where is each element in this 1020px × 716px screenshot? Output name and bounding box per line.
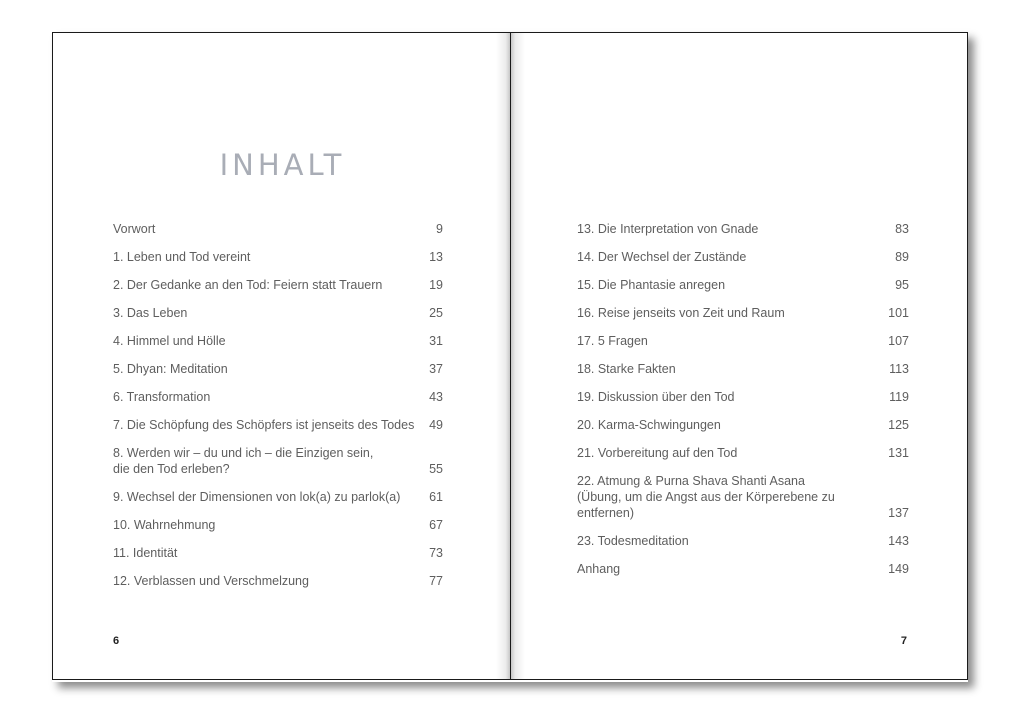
toc-entry xyxy=(113,445,443,477)
toc-entry-title: Anhang xyxy=(577,562,621,576)
toc-entry xyxy=(113,489,443,505)
toc-entry-title: 17. 5 Fragen xyxy=(577,334,648,348)
toc-entry-title: 1. Leben und Tod vereint xyxy=(113,250,251,264)
toc-entry-title: 9. Wechsel der Dimensionen von lok(a) zu parlok(a) xyxy=(113,490,401,504)
toc-entry xyxy=(113,333,443,349)
toc-entry xyxy=(113,277,443,293)
toc-entry xyxy=(113,361,443,377)
toc-entry xyxy=(113,249,443,265)
toc-entry-title: 4. Himmel und Hölle xyxy=(113,334,226,348)
toc-entry xyxy=(577,389,909,405)
page-title: INHALT xyxy=(219,148,346,183)
page-number-left: 6 xyxy=(113,635,120,647)
toc-entry-title: 13. Die Interpretation von Gnade xyxy=(577,222,759,236)
toc-entry-title: 18. Starke Fakten xyxy=(577,362,676,376)
toc-entry xyxy=(113,389,443,405)
toc-entry-page: 43 xyxy=(429,390,443,404)
toc-entry xyxy=(113,545,443,561)
toc-entry-title: 6. Transformation xyxy=(113,390,211,404)
toc-entry xyxy=(113,417,443,433)
toc-entry xyxy=(577,561,909,577)
toc-entry xyxy=(577,249,909,265)
toc-entry-title: 14. Der Wechsel der Zustände xyxy=(577,250,747,264)
toc-entry-page: 95 xyxy=(895,278,909,292)
right-page xyxy=(510,32,968,680)
toc-entry-page: 83 xyxy=(895,222,909,236)
toc-entry-page: 89 xyxy=(895,250,909,264)
toc-entry xyxy=(577,445,909,461)
toc-entry xyxy=(113,517,443,533)
toc-entry xyxy=(577,361,909,377)
toc-entry-page: 101 xyxy=(888,306,909,320)
toc-entry-page: 13 xyxy=(429,250,443,264)
toc-entry-page: 119 xyxy=(889,390,909,404)
toc-entry-title: 5. Dhyan: Meditation xyxy=(113,362,228,376)
toc-entry-title: Vorwort xyxy=(113,222,156,236)
toc-entry-page: 19 xyxy=(429,278,443,292)
toc-entry xyxy=(577,277,909,293)
toc-entry-title: 7. Die Schöpfung des Schöpfers ist jenseits des Todes xyxy=(113,418,415,432)
toc-entry-page: 137 xyxy=(888,506,909,520)
toc-entry-page: 143 xyxy=(888,534,909,548)
toc-entry-page: 149 xyxy=(888,562,909,576)
toc-entry-title: 21. Vorbereitung auf den Tod xyxy=(577,446,738,460)
open-book xyxy=(52,32,968,682)
toc-entry xyxy=(113,221,443,237)
toc-entry-page: 55 xyxy=(429,462,443,476)
toc-entry-page: 67 xyxy=(429,518,443,532)
toc-entry xyxy=(577,333,909,349)
toc-entry-title: 15. Die Phantasie anregen xyxy=(577,278,726,292)
page-number-right: 7 xyxy=(900,635,907,647)
toc-entry-title: 11. Identität xyxy=(113,546,178,560)
toc-entry-page: 113 xyxy=(889,362,909,376)
toc-entry-page: 25 xyxy=(429,306,443,320)
toc-entry-title: 8. Werden wir – du und ich – die Einzigen sein, die den Tod erleben? xyxy=(113,446,374,476)
toc-entry-page: 49 xyxy=(429,418,443,432)
toc-entry-title: 16. Reise jenseits von Zeit und Raum xyxy=(577,306,785,320)
toc-entry-page: 37 xyxy=(429,362,443,376)
toc-entry xyxy=(113,573,443,589)
toc-entry-title: 23. Todesmeditation xyxy=(577,534,689,548)
toc-entry-page: 107 xyxy=(888,334,909,348)
toc-entry-title: 20. Karma-Schwingungen xyxy=(577,418,721,432)
toc-entry-page: 61 xyxy=(429,490,443,504)
gutter-shadow xyxy=(496,33,510,679)
toc-entry xyxy=(577,417,909,433)
gutter-shadow xyxy=(511,33,525,679)
toc-entry xyxy=(577,221,909,237)
toc-entry-page: 131 xyxy=(888,446,909,460)
left-page xyxy=(52,32,511,680)
toc-entry-page: 125 xyxy=(888,418,909,432)
toc-entry-title: 10. Wahrnehmung xyxy=(113,518,216,532)
toc-entry-page: 9 xyxy=(436,222,443,236)
toc-entry-title: 22. Atmung & Purna Shava Shanti Asana (Übung, um die Angst aus der Körperebene zu entfernen) xyxy=(577,474,835,520)
toc-entry xyxy=(577,305,909,321)
table-of-contents-right xyxy=(577,221,909,589)
toc-entry-page: 77 xyxy=(429,574,443,588)
toc-entry-title: 19. Diskussion über den Tod xyxy=(577,390,735,404)
toc-entry-title: 12. Verblassen und Verschmelzung xyxy=(113,574,309,588)
toc-entry-title: 2. Der Gedanke an den Tod: Feiern statt Trauern xyxy=(113,278,383,292)
toc-entry xyxy=(577,533,909,549)
toc-entry-title: 3. Das Leben xyxy=(113,306,188,320)
toc-entry-page: 73 xyxy=(429,546,443,560)
toc-entry xyxy=(577,473,909,521)
table-of-contents-left xyxy=(113,221,443,601)
toc-entry xyxy=(113,305,443,321)
toc-entry-page: 31 xyxy=(429,334,443,348)
